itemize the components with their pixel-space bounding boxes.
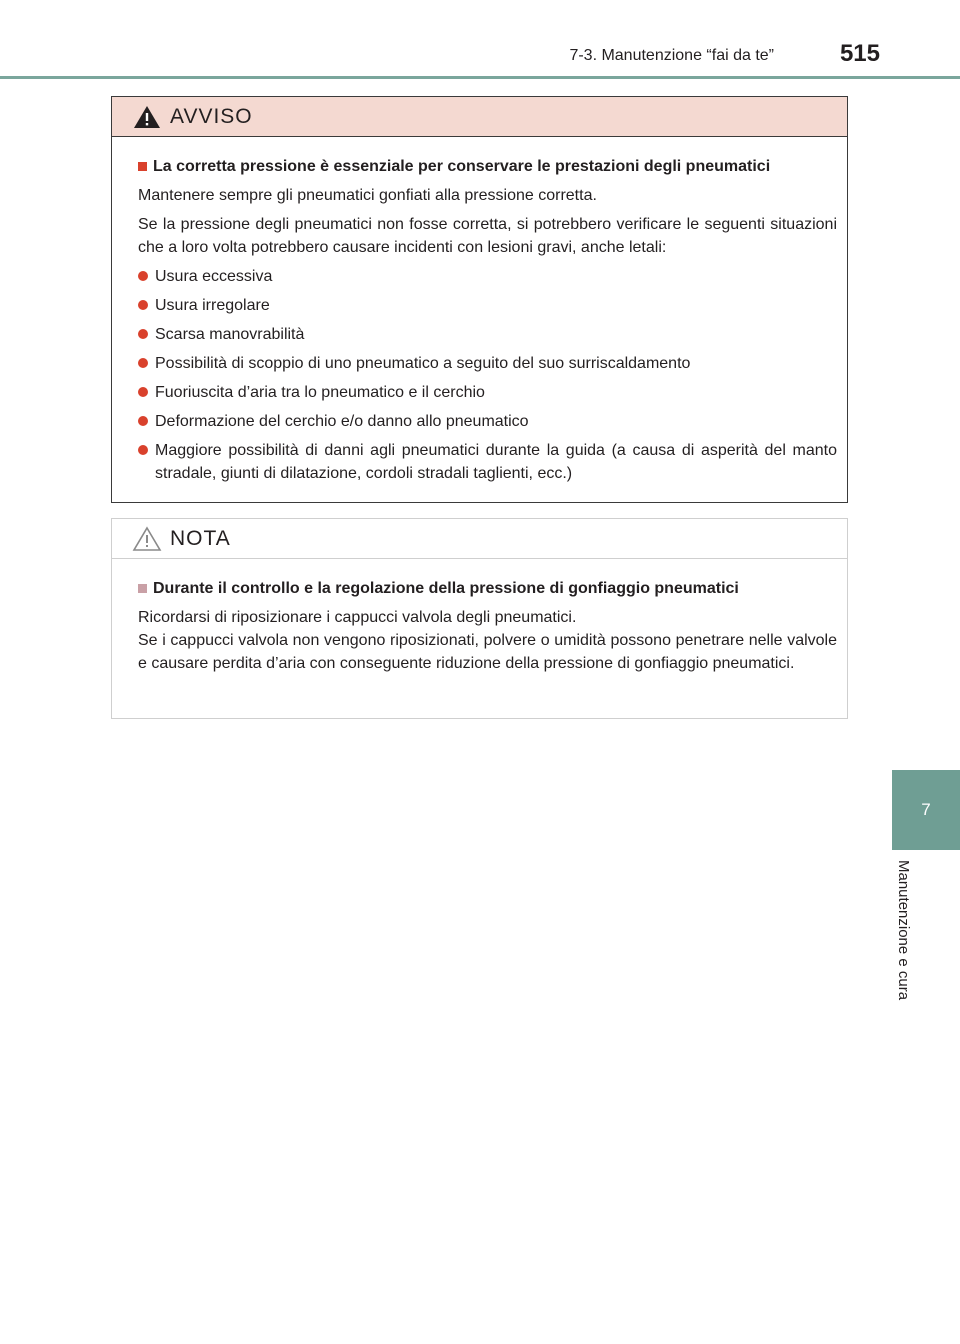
- list-item-text: Maggiore possibilità di danni agli pneumatici durante la guida (a causa di asperità del manto stradale, giunti di dilatazione, cordoli stradali taglienti, ecc.): [155, 442, 837, 482]
- note-section-title: [138, 577, 837, 600]
- chapter-number: 7: [921, 800, 931, 819]
- bullet-dot-icon: [138, 300, 148, 310]
- warning-paragraph: Se la pressione degli pneumatici non fosse corretta, si potrebbero verificare le seguenti situazioni che a loro volta potrebbero causare incidenti con lesioni gravi, anche letali:: [138, 216, 837, 256]
- note-line: Se i cappucci valvola non vengono riposizionati, polvere o umidità possono penetrare nelle valvole e causare perdita d’aria con conseguente riduzione della pressione di gonfiaggio pneumatici.: [138, 632, 837, 672]
- warning-body: [112, 137, 847, 485]
- warning-section-title: [138, 155, 837, 178]
- warning-box: [111, 96, 848, 503]
- list-item: [138, 265, 837, 288]
- chapter-tab[interactable]: [892, 770, 960, 850]
- page-number: 515: [839, 40, 880, 67]
- bullet-dot-icon: [138, 445, 148, 455]
- list-item: [138, 381, 837, 404]
- list-item-text: Usura eccessiva: [155, 268, 273, 285]
- warning-label: AVVISO: [170, 104, 253, 128]
- list-item-text: Fuoriuscita d’aria tra lo pneumatico e il cerchio: [155, 384, 485, 401]
- note-body: [112, 559, 847, 675]
- warning-triangle-icon: [132, 104, 162, 130]
- list-item-text: Possibilità di scoppio di uno pneumatico a seguito del suo surriscaldamento: [155, 355, 691, 372]
- chapter-label-text: Manutenzione e cura: [895, 860, 912, 1001]
- list-item-text: Usura irregolare: [155, 297, 270, 314]
- note-box: [111, 518, 848, 719]
- note-line: Ricordarsi di riposizionare i cappucci valvola degli pneumatici.: [138, 609, 577, 626]
- list-item: [138, 410, 837, 433]
- list-item-text: Scarsa manovrabilità: [155, 326, 305, 343]
- bullet-dot-icon: [138, 416, 148, 426]
- caution-triangle-outline-icon: [132, 526, 162, 552]
- list-item: [138, 352, 837, 375]
- square-bullet-icon: [138, 162, 147, 171]
- chapter-label: [895, 860, 919, 1030]
- bullet-dot-icon: [138, 329, 148, 339]
- header-divider: [0, 76, 960, 79]
- list-item-text: Deformazione del cerchio e/o danno allo pneumatico: [155, 413, 529, 430]
- list-item: [138, 439, 837, 485]
- note-section-title-text: Durante il controllo e la regolazione della pressione di gonfiaggio pneumatici: [153, 580, 739, 597]
- warning-paragraph: Mantenere sempre gli pneumatici gonfiati alla pressione corretta.: [138, 187, 597, 204]
- list-item: [138, 323, 837, 346]
- warning-section-title-text: La corretta pressione è essenziale per conservare le prestazioni degli pneumatici: [153, 158, 771, 175]
- list-item: [138, 294, 837, 317]
- page-section-title: 7-3. Manutenzione “fai da te”: [569, 47, 774, 64]
- bullet-dot-icon: [138, 358, 148, 368]
- bullet-dot-icon: [138, 271, 148, 281]
- square-bullet-icon: [138, 584, 147, 593]
- note-label: NOTA: [170, 526, 231, 550]
- warning-header: [112, 97, 847, 137]
- bullet-dot-icon: [138, 387, 148, 397]
- note-header: [112, 519, 847, 559]
